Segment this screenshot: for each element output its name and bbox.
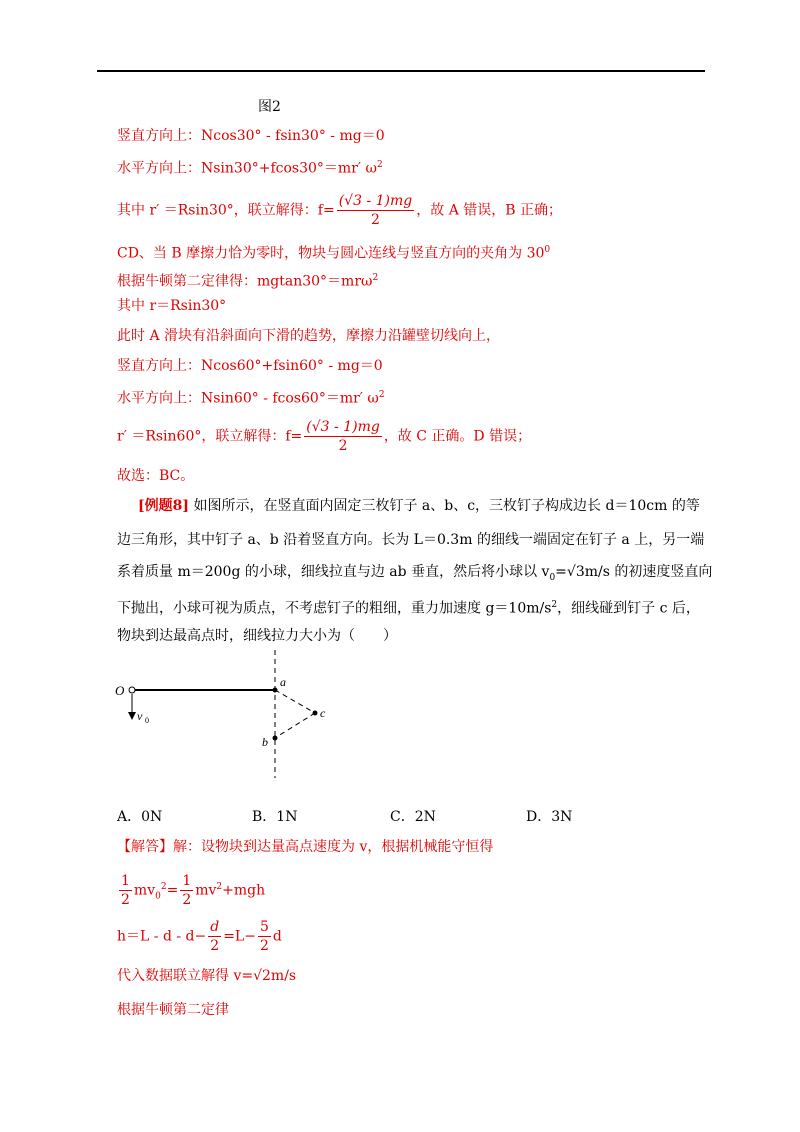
solution-line: 水平方向上：Nsin30°+fcos30°＝mr′ $\omega^2$ [117, 160, 383, 177]
option-a: A．0N [117, 809, 163, 825]
answer-line: 代入数据联立解得 v=√2m/s [117, 968, 297, 984]
solution-line: 其中 r＝Rsin30° [117, 298, 227, 314]
example-line: 边三角形，其中钉子 a、b 沿着竖直方向。长为 L＝0.3m 的细线一端固定在钉子 a 上，另一端 [117, 532, 705, 548]
solution-line: 其中 r′ ＝Rsin30°，联立解得：f= $\frac{(√3 - 1)mg}{2}$ ，故 A 错误，B 正确； [117, 193, 562, 228]
triangle-edge-ac [275, 690, 315, 713]
label-v: v [137, 709, 143, 723]
label-b: b [262, 735, 268, 749]
header-rule [97, 70, 705, 72]
solution-line: CD、当 B 摩擦力恰为零时，物块与圆心连线与竖直方向的夹角为 $30^0$ [117, 245, 551, 262]
label-c: c [320, 706, 326, 720]
option-c: C．2N [390, 809, 436, 825]
example-tag: [例题8] [138, 498, 189, 514]
solution-line: 根据牛顿第二定律得：mgtan30°＝mrω$^2$ [117, 273, 379, 290]
solution-line: 水平方向上：Nsin60° - fcos60°＝mr′ $\omega^2$ [117, 390, 385, 407]
nail-c [313, 711, 318, 716]
triangle-edge-cb [275, 713, 315, 738]
label-v-sub: 0 [145, 716, 149, 725]
answer-line: h＝L - d - d− $\frac{d}{2}$ =L− $\frac{5}{2}$ d [117, 919, 282, 954]
answer-line: $\frac{1}{2}$ $mv_0^2=$ $\frac{1}{2}$ $mv^2+mgh$ [121, 873, 266, 908]
option-b: B．1N [252, 809, 298, 825]
figure-caption: 图2 [258, 99, 281, 115]
solution-line: 此时 A 滑块有沿斜面向下滑的趋势，摩擦力沿罐壁切线向上， [117, 328, 501, 344]
answer-line: 【解答】解：设物块到达量高点速度为 v，根据机械能守恒得 [117, 839, 494, 855]
nail-diagram [110, 650, 350, 780]
answer-tag: 【解答】 [117, 839, 173, 855]
nail-a [273, 688, 278, 693]
nail-b [273, 736, 278, 741]
label-a: a [280, 675, 286, 689]
solution-line: 竖直方向上：Ncos30° - fsin30° - mg＝0 [117, 128, 385, 144]
option-d: D．3N [526, 809, 573, 825]
example-line: 物块到达最高点时，细线拉力大小为（ ） [117, 628, 397, 644]
example-line: 下抛出，小球可视为质点，不考虑钉子的粗细，重力加速度 $g=10m/s^2$，细线碰到钉子 c 后， [117, 600, 700, 617]
solution-line: 故选：BC。 [117, 468, 195, 484]
ball-point [129, 687, 135, 693]
example-line: 系着质量 m＝200g 的小球，细线拉直与边 ab 垂直，然后将小球以 $v_0=√3m/s$ 的初速度竖直向 [117, 564, 713, 583]
answer-line: 根据牛顿第二定律 [117, 1002, 229, 1018]
example-line: [例题8] 如图所示，在竖直面内固定三枚钉子 a、b、c，三枚钉子构成边长 d＝10cm 的等 [138, 498, 700, 514]
solution-line: r′ ＝Rsin60°，联立解得：f= $\frac{(√3 - 1)mg}{2}$ ，故 C 正确。D 错误； [117, 419, 532, 454]
label-o: O [115, 683, 125, 698]
velocity-arrowhead [128, 712, 136, 720]
solution-line: 竖直方向上：Ncos60°+fsin60° - mg＝0 [117, 358, 383, 374]
